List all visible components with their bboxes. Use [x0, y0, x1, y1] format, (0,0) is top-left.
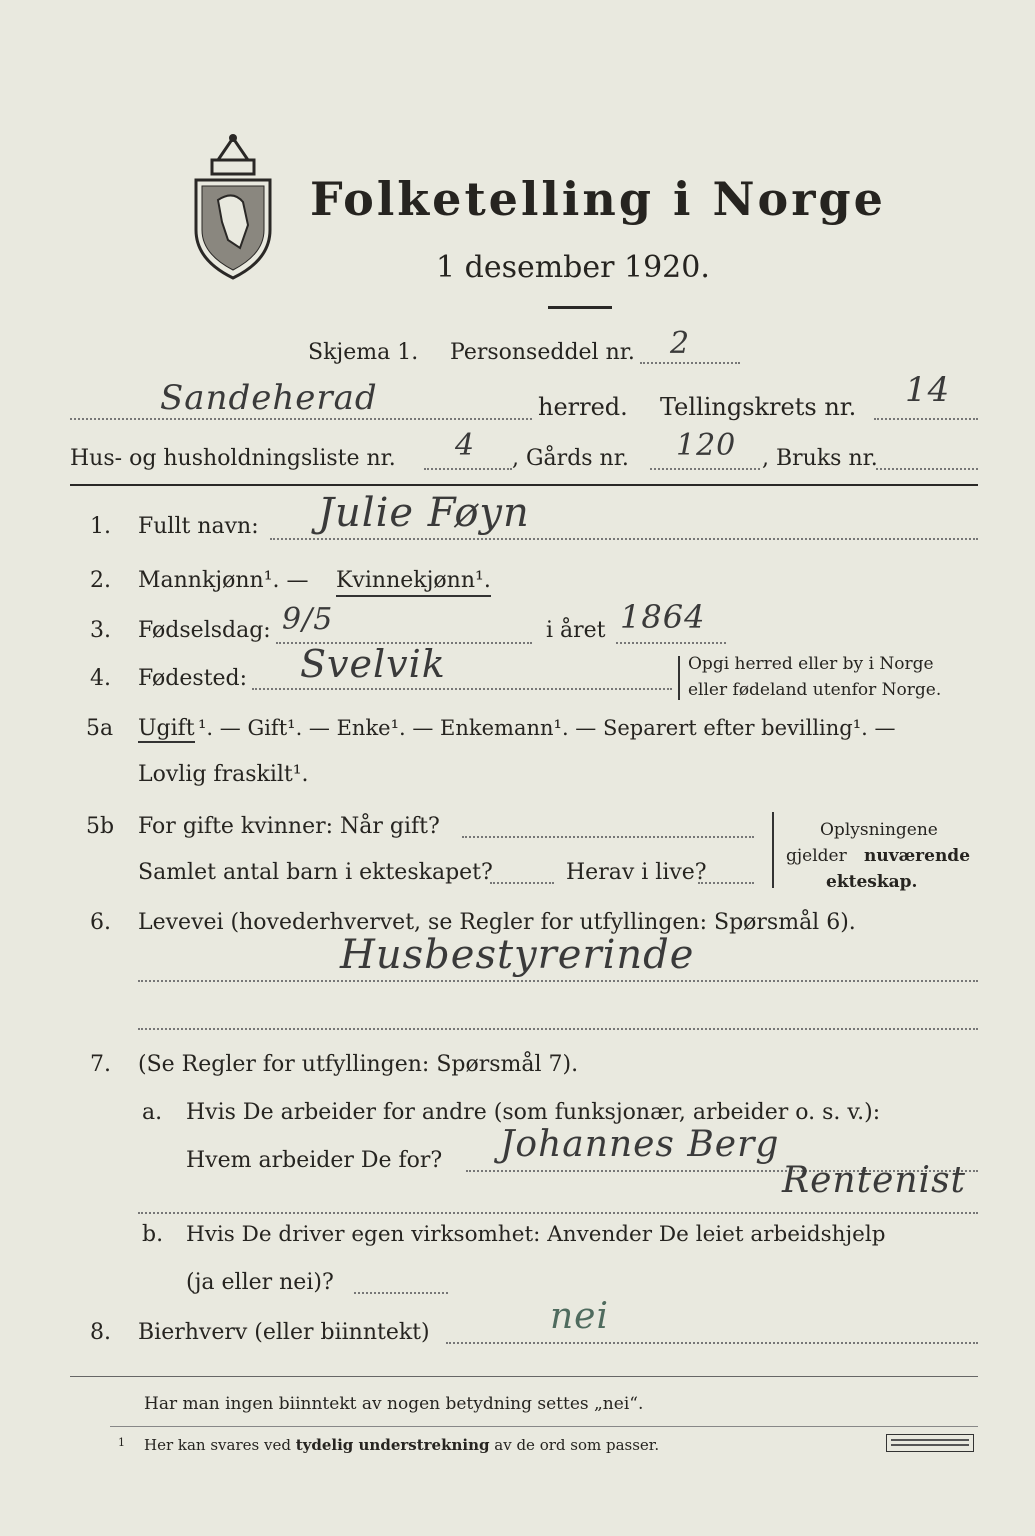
personseddel-label: Personseddel nr.: [450, 340, 635, 365]
q1-number: 1.: [90, 514, 111, 539]
q8-number: 8.: [90, 1320, 111, 1345]
q5a-number: 5a: [86, 716, 114, 741]
tellingskrets-value[interactable]: 14: [905, 370, 951, 410]
form-date: 1 desember 1920.: [436, 250, 710, 285]
hus-label: Hus- og husholdningsliste nr.: [70, 446, 396, 471]
q7-label: (Se Regler for utfyllingen: Spørsmål 7).: [138, 1052, 579, 1077]
q7b-letter: b.: [142, 1222, 164, 1247]
q5b-note-3: ekteskap.: [826, 872, 918, 892]
form-title: Folketelling i Norge: [310, 172, 886, 226]
skjema-label: Skjema 1.: [308, 340, 419, 365]
q5b-line2: Samlet antal barn i ekteskapet?: [138, 860, 493, 885]
q1-value[interactable]: Julie Føyn: [318, 490, 530, 536]
q7a-line2: Hvem arbeider De for?: [186, 1148, 443, 1173]
q6-value[interactable]: Husbestyrerinde: [340, 932, 695, 978]
q5a-line2: Lovlig fraskilt¹.: [138, 762, 309, 787]
q3-label: Fødselsdag:: [138, 618, 271, 643]
header-divider: [70, 484, 978, 486]
q4-label: Fødested:: [138, 666, 248, 691]
q4-value[interactable]: Svelvik: [300, 642, 446, 686]
printer-stamp-icon: [886, 1434, 974, 1452]
q3-year-value[interactable]: 1864: [620, 598, 706, 636]
q4-number: 4.: [90, 666, 111, 691]
q5b-note-2b: nuværende: [864, 846, 971, 866]
footer-note: Har man ingen biinntekt av nogen betydning settes „nei“.: [144, 1394, 644, 1414]
q5b-line1: For gifte kvinner: Når gift?: [138, 814, 440, 839]
q1-label: Fullt navn:: [138, 514, 259, 539]
q8-value[interactable]: nei: [550, 1296, 610, 1337]
q7b-line1: Hvis De driver egen virksomhet: Anvender De leiet arbeidshjelp: [186, 1222, 886, 1247]
q7a-letter: a.: [142, 1100, 163, 1125]
tellingskrets-label: Tellingskrets nr.: [660, 393, 857, 421]
q6-number: 6.: [90, 910, 111, 935]
gards-label: , Gårds nr.: [512, 446, 629, 471]
q5b-note-1: Oplysningene: [820, 820, 938, 840]
q5b-note-2a: gjelder: [786, 846, 847, 866]
footnote-post: av de ord som passer.: [494, 1436, 660, 1454]
q7-number: 7.: [90, 1052, 111, 1077]
q2-female[interactable]: Kvinnekjønn¹.: [336, 568, 491, 597]
q5b-number: 5b: [86, 814, 115, 839]
herred-value[interactable]: Sandeherad: [160, 378, 378, 418]
q2-number: 2.: [90, 568, 111, 593]
title-divider: [548, 306, 612, 309]
hus-value[interactable]: 4: [455, 428, 476, 463]
q8-label: Bierhverv (eller biinntekt): [138, 1320, 430, 1345]
q7a-line1: Hvis De arbeider for andre (som funksjonær, arbeider o. s. v.):: [186, 1100, 881, 1125]
personseddel-value[interactable]: 2: [670, 326, 691, 361]
q4-note-1: Opgi herred eller by i Norge: [688, 654, 934, 674]
coat-of-arms-icon: [188, 130, 278, 282]
q3-year-label: i året: [546, 618, 606, 643]
footnote-number: 1: [118, 1436, 125, 1449]
q5a-options: ¹. — Gift¹. — Enke¹. — Enkemann¹. — Separert efter bevilling¹. —: [198, 716, 896, 740]
footnote-bold: tydelig understrekning: [295, 1436, 490, 1454]
gards-value[interactable]: 120: [676, 428, 737, 463]
bruks-label: , Bruks nr.: [762, 446, 878, 471]
q7a-value-2[interactable]: Rentenist: [782, 1160, 967, 1201]
q5a-ugift[interactable]: Ugift: [138, 716, 195, 741]
q7a-value[interactable]: Johannes Berg: [500, 1124, 780, 1165]
q6-label: Levevei (hovederhvervet, se Regler for utfyllingen: Spørsmål 6).: [138, 910, 856, 935]
q3-number: 3.: [90, 618, 111, 643]
q4-note-2: eller fødeland utenfor Norge.: [688, 680, 942, 700]
q2-male: Mannkjønn¹. —: [138, 568, 309, 593]
herred-label: herred.: [538, 393, 628, 421]
footnote-pre: Her kan svares ved: [144, 1436, 291, 1454]
q5b-herav: Herav i live?: [566, 860, 707, 885]
footer-divider: [70, 1376, 978, 1377]
q7b-line2: (ja eller nei)?: [186, 1270, 334, 1295]
q3-value[interactable]: 9/5: [282, 602, 334, 637]
